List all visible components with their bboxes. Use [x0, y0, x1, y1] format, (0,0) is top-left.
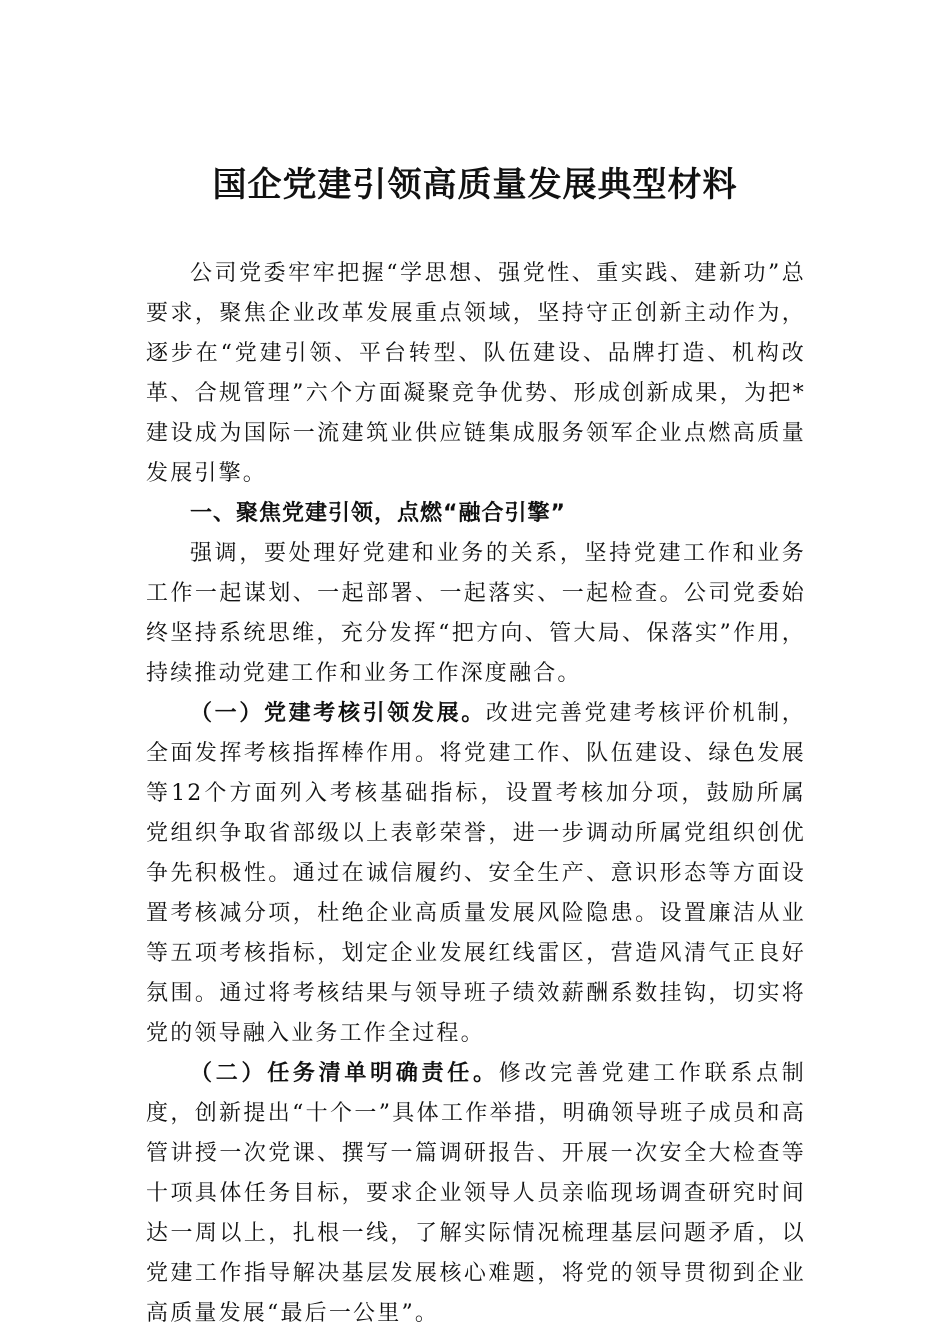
- subsection-1: [146, 694, 806, 1054]
- section-paragraph: 强调，要处理好党建和业务的关系，坚持党建工作和业务工作一起谋划、一起部署、一起落实、一起检查。公司党委始终坚持系统思维，充分发挥“把方向、管大局、保落实”作用，持续推动党建工作和业务工作深度融合。: [146, 541, 806, 686]
- subsection-1-text: 改进完善党建考核评价机制，全面发挥考核指挥棒作用。将党建工作、队伍建设、绿色发展等12个方面列入考核基础指标，设置考核加分项，鼓励所属党组织争取省部级以上表彰荣誉，进一步调动所属党组织创优争先积极性。通过在诚信履约、安全生产、意识形态等方面设置考核减分项，杜绝企业高质量发展风险隐患。设置廉洁从业等五项考核指标，划定企业发展红线雷区，营造风清气正良好氛围。通过将考核结果与领导班子绩效薪酬系数挂钩，切实将党的领导融入业务工作全过程。: [146, 701, 806, 1046]
- document-title: 国企党建引领高质量发展典型材料: [212, 165, 738, 205]
- subsection-2-text: 修改完善党建工作联系点制度，创新提出“十个一”具体工作举措，明确领导班子成员和高管讲授一次党课、撰写一篇调研报告、开展一次安全大检查等十项具体任务目标，要求企业领导人员亲临现场调查研究时间达一周以上，扎根一线，了解实际情况梳理基层问题矛盾，以党建工作指导解决基层发展核心难题，将党的领导贯彻到企业高质量发展“最后一公里”。: [146, 1061, 806, 1326]
- document-body: [146, 254, 806, 1334]
- subsection-1-lead: （一）党建考核引领发展。: [190, 701, 486, 726]
- subsection-2-lead: （二）任务清单明确责任。: [190, 1061, 499, 1086]
- intro-paragraph: 公司党委牢牢把握“学思想、强党性、重实践、建新功”总要求，聚焦企业改革发展重点领域，坚持守正创新主动作为，逐步在“党建引领、平台转型、队伍建设、品牌打造、机构改革、合规管理”六个方面凝聚竞争优势、形成创新成果，为把*建设成为国际一流建筑业供应链集成服务领军企业点燃高质量发展引擎。: [146, 261, 806, 486]
- section-heading: 一、聚焦党建引领，点燃“融合引擎”: [190, 501, 566, 526]
- subsection-2: [146, 1054, 806, 1334]
